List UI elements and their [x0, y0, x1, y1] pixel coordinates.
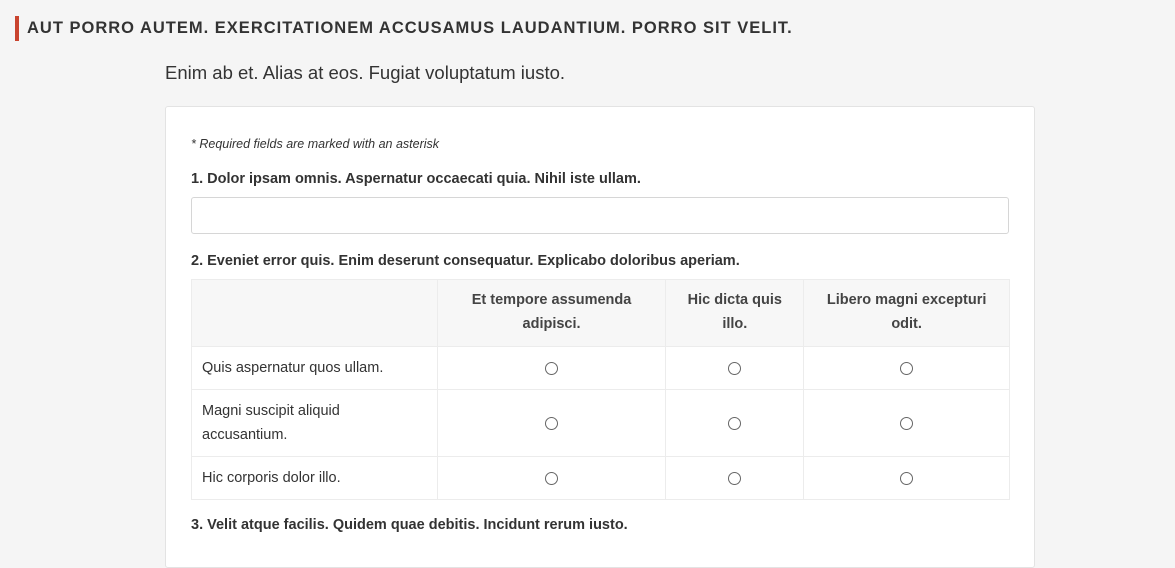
matrix-cell	[666, 347, 804, 390]
radio-button[interactable]	[728, 417, 741, 430]
matrix-header-row	[192, 280, 1010, 347]
matrix-row-label: Quis aspernatur quos ullam.	[192, 347, 438, 390]
matrix-corner-cell	[192, 280, 438, 347]
question-3-label: 3. Velit atque facilis. Quidem quae debitis. Incidunt rerum iusto.	[191, 517, 628, 533]
question-2-matrix	[191, 279, 1010, 500]
matrix-cell	[666, 390, 804, 457]
matrix-row-label: Magni suscipit aliquid accusantium.	[192, 390, 438, 457]
form-card	[165, 106, 1035, 568]
matrix-cell	[804, 457, 1010, 500]
matrix-row	[192, 347, 1010, 390]
matrix-row-label: Hic corporis dolor illo.	[192, 457, 438, 500]
radio-button[interactable]	[900, 362, 913, 375]
radio-button[interactable]	[900, 417, 913, 430]
form-description: Enim ab et. Alias at eos. Fugiat voluptatum iusto.	[165, 62, 566, 83]
matrix-cell	[437, 347, 666, 390]
radio-button[interactable]	[545, 472, 558, 485]
question-1-text-input[interactable]	[191, 197, 1009, 234]
question-2-label: 2. Eveniet error quis. Enim deserunt consequatur. Explicabo doloribus aperiam.	[191, 253, 740, 269]
radio-button[interactable]	[900, 472, 913, 485]
radio-button[interactable]	[545, 362, 558, 375]
matrix-column-header: Hic dicta quis illo.	[666, 280, 804, 347]
radio-button[interactable]	[728, 362, 741, 375]
matrix-cell	[804, 347, 1010, 390]
radio-button[interactable]	[545, 417, 558, 430]
matrix-row	[192, 457, 1010, 500]
matrix-column-header: Et tempore assumenda adipisci.	[437, 280, 666, 347]
matrix-cell	[437, 457, 666, 500]
page-header	[15, 16, 793, 41]
matrix-cell	[666, 457, 804, 500]
radio-button[interactable]	[728, 472, 741, 485]
matrix-column-header: Libero magni excepturi odit.	[804, 280, 1010, 347]
matrix-cell	[804, 390, 1010, 457]
matrix-cell	[437, 390, 666, 457]
page-title: AUT PORRO AUTEM. EXERCITATIONEM ACCUSAMUS LAUDANTIUM. PORRO SIT VELIT.	[27, 19, 793, 37]
required-fields-note: * Required fields are marked with an asterisk	[191, 137, 440, 151]
question-1-label: 1. Dolor ipsam omnis. Aspernatur occaecati quia. Nihil iste ullam.	[191, 171, 641, 187]
matrix-row	[192, 390, 1010, 457]
